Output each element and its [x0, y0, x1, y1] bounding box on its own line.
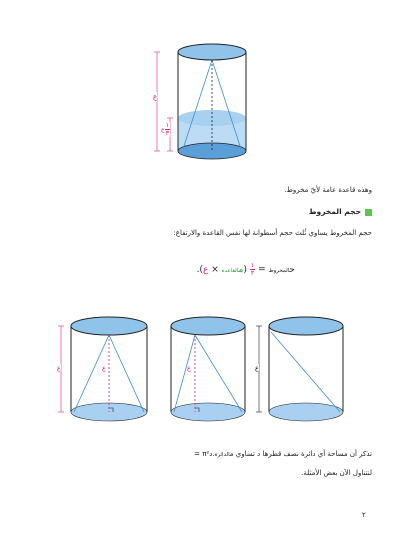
formula-lhs-sub: المخروط — [268, 268, 290, 274]
cone-volume-description: حجم المخروط يساوي ثُلث حجم أسطوانة لها نفس القاعدة والارتفاع: — [173, 229, 372, 237]
height-label-3: ع — [255, 364, 259, 372]
examples-intro: لنتناول الآن بعض الأمثلة. — [301, 469, 372, 477]
bullet-square-icon — [365, 209, 372, 216]
cylinder-three-cones-figure — [55, 312, 355, 424]
height-label-cone-1: ع — [102, 364, 106, 372]
cone-volume-formula: حالمخروط = $\frac{١}{٣}$ (مالقاعدة × ع). — [196, 261, 295, 277]
circle-area-reminder: تذكر أن مساحة أي دائرة نصف قطرها د تساوي مالدائرة = πد². — [191, 450, 372, 458]
top-cylinder-figure — [145, 38, 255, 168]
height-label-cone-2: ع — [187, 364, 191, 372]
cylinder-cone-2 — [171, 317, 245, 421]
formula-lhs: ح — [289, 265, 295, 275]
general-rule-statement: وهذه قاعدة عامة لأيّ مخروط. — [284, 186, 372, 194]
cylinder-cone-3 — [256, 317, 343, 421]
cylinder-top — [178, 44, 246, 60]
formula-area: مالقاعدة — [221, 265, 244, 275]
formula-height: ع — [203, 265, 209, 275]
top-height-label: ع — [153, 93, 158, 101]
formula-fraction: $\frac{١}{٣}$ — [250, 261, 255, 277]
page-number: ٢ — [362, 511, 366, 519]
formula-equals: = — [258, 265, 266, 275]
top-water-height-label: ع $\frac{١}{٣}$ — [161, 121, 170, 137]
height-label-1: ع — [57, 364, 61, 372]
section-heading: حجم المخروط — [309, 207, 372, 216]
